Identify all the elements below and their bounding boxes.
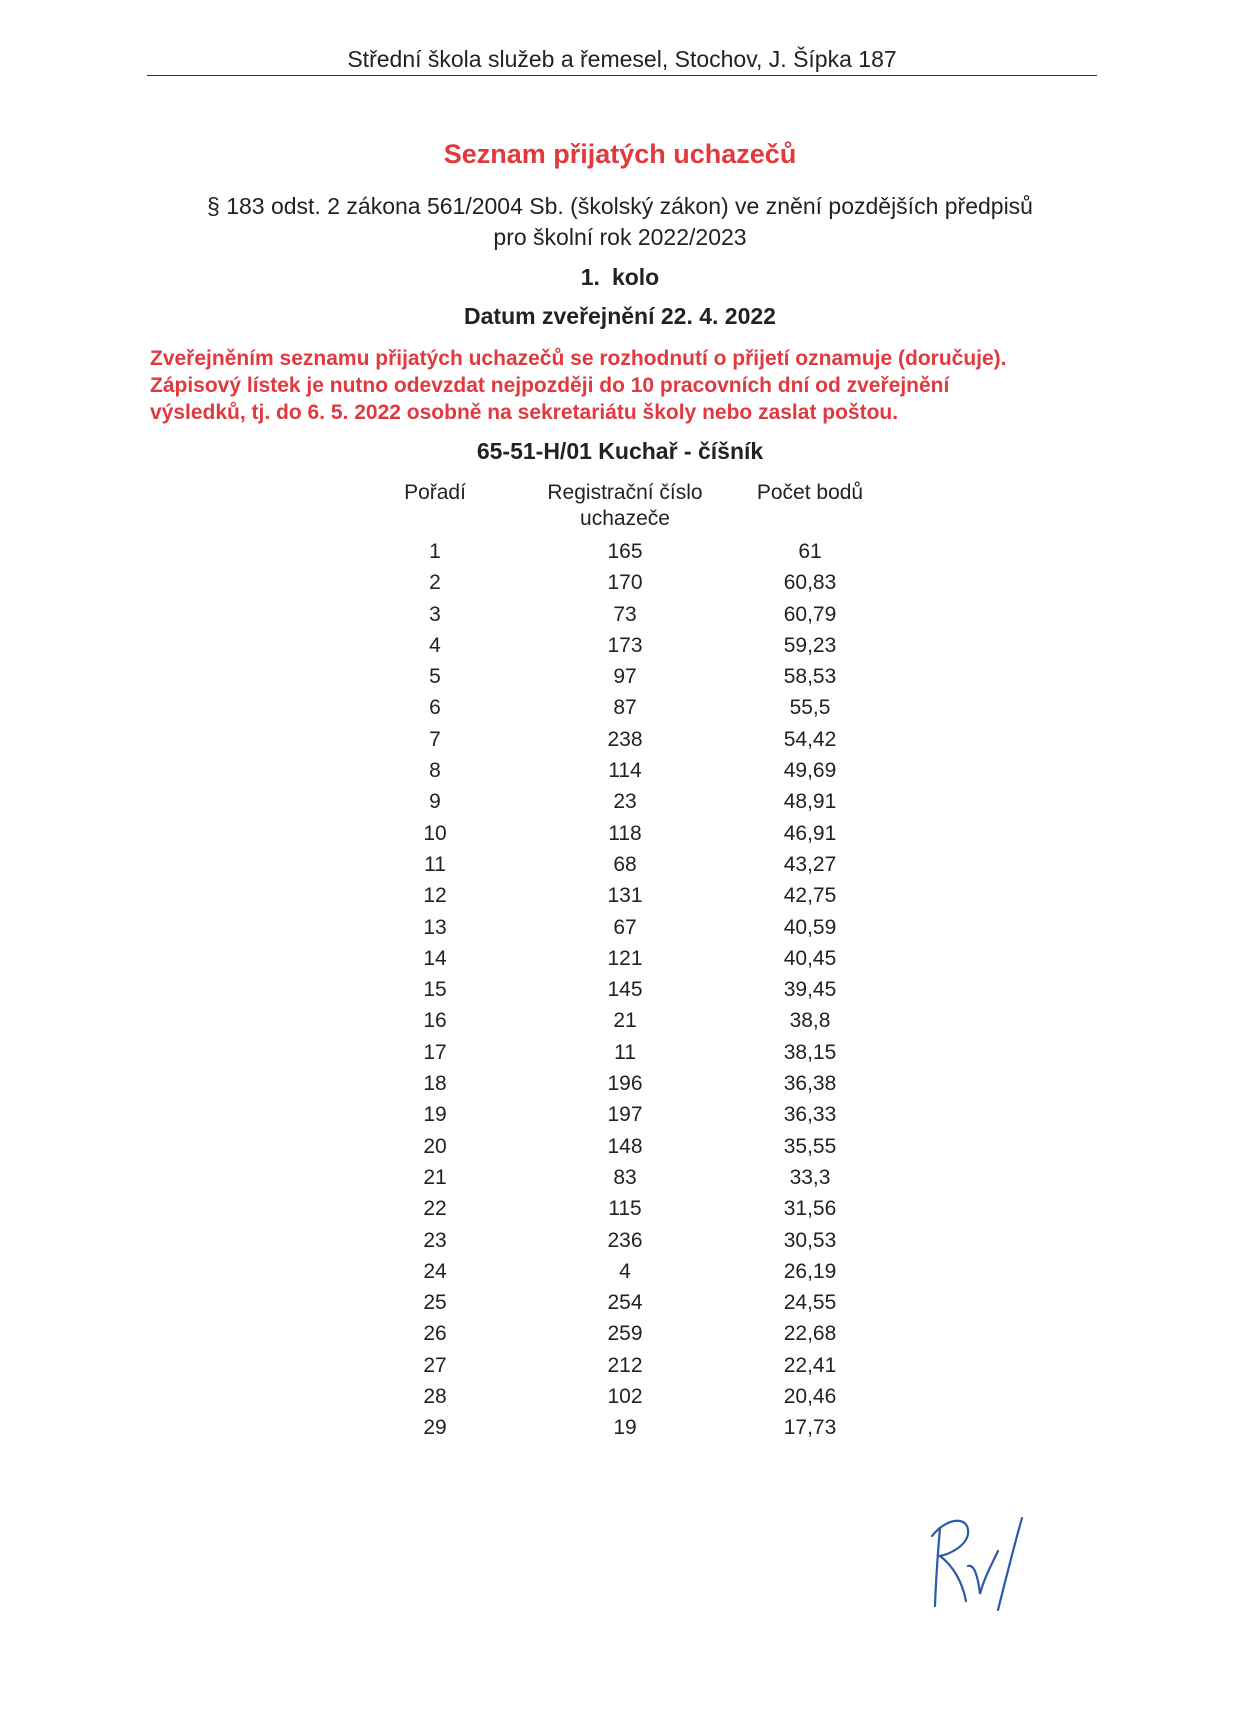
- registration-cell: 165: [607, 540, 643, 563]
- points-cell: 30,53: [783, 1228, 837, 1252]
- registration-cell: 115: [608, 1197, 642, 1221]
- rank-cell: 12: [423, 884, 447, 908]
- rank-cell: 28: [423, 1385, 447, 1409]
- rank-cell: 19: [423, 1103, 447, 1127]
- round-number: 1.: [580, 264, 600, 290]
- table-row: [0, 1162, 1240, 1193]
- table-row: [0, 630, 1240, 661]
- table-row: [0, 1287, 1240, 1318]
- table-row: [0, 974, 1240, 1005]
- points-cell: 38,8: [789, 1009, 831, 1033]
- table-row: [0, 1037, 1240, 1068]
- table-row: [0, 1099, 1240, 1130]
- registration-cell: 259: [607, 1322, 643, 1346]
- table-row: [0, 661, 1240, 692]
- points-cell: 60,79: [783, 602, 837, 626]
- document-title: Seznam přijatých uchazečů: [443, 139, 797, 169]
- handwritten-signature: [918, 1506, 1038, 1616]
- registration-cell: 83: [613, 1165, 637, 1189]
- table-header: [0, 480, 1240, 536]
- legal-reference-line: § 183 odst. 2 zákona 561/2004 Sb. (školský zákon) ve znění pozdějších předpisů: [207, 193, 1033, 219]
- registration-cell: 121: [607, 946, 643, 970]
- registration-cell: 73: [613, 602, 637, 626]
- points-cell: 20,46: [783, 1385, 837, 1409]
- table-row: [0, 599, 1240, 630]
- registration-cell: 67: [613, 915, 637, 939]
- points-cell: 55,5: [789, 696, 831, 720]
- rank-cell: 7: [429, 727, 441, 751]
- registration-cell: 102: [607, 1385, 643, 1409]
- points-cell: 42,75: [783, 884, 837, 908]
- table-row: [0, 724, 1240, 755]
- admission-notice: [150, 345, 1110, 426]
- points-cell: 35,55: [783, 1134, 837, 1158]
- registration-cell: 170: [607, 571, 643, 595]
- column-header-rank: Pořadí: [404, 481, 466, 504]
- registration-cell: 148: [607, 1134, 643, 1158]
- points-cell: 40,59: [783, 915, 837, 939]
- rank-cell: 9: [429, 790, 441, 814]
- registration-cell: 23: [613, 790, 637, 814]
- notice-line: výsledků, tj. do 6. 5. 2022 osobně na sekretariátu školy nebo zaslat poštou.: [150, 401, 899, 424]
- table-row: [0, 1225, 1240, 1256]
- round-word: kolo: [611, 264, 660, 290]
- registration-cell: 145: [607, 978, 643, 1002]
- rank-cell: 11: [424, 852, 446, 876]
- points-cell: 38,15: [783, 1040, 837, 1064]
- column-header-registration-line1: Registrační číslo: [547, 481, 703, 504]
- rank-cell: 10: [423, 821, 447, 845]
- registration-cell: 97: [613, 665, 637, 689]
- points-cell: 59,23: [783, 633, 837, 657]
- registration-cell: 212: [607, 1353, 643, 1377]
- table-row: [0, 567, 1240, 598]
- registration-cell: 68: [613, 852, 637, 876]
- points-cell: 43,27: [783, 852, 837, 876]
- registration-cell: 238: [607, 727, 643, 751]
- rank-cell: 1: [429, 540, 441, 563]
- table-body: [0, 536, 1240, 1444]
- rank-cell: 5: [429, 665, 441, 689]
- rank-cell: 6: [429, 696, 441, 720]
- points-cell: 40,45: [783, 946, 837, 970]
- rank-cell: 20: [423, 1134, 447, 1158]
- school-header: Střední škola služeb a řemesel, Stochov, J. Šípka 187: [347, 46, 897, 72]
- table-row: [0, 1068, 1240, 1099]
- points-cell: 46,91: [783, 821, 837, 845]
- points-cell: 54,42: [783, 727, 837, 751]
- table-row: [0, 1412, 1240, 1443]
- points-cell: 36,33: [783, 1103, 837, 1127]
- registration-cell: 254: [607, 1291, 643, 1315]
- rank-cell: 24: [423, 1259, 447, 1283]
- points-cell: 26,19: [783, 1259, 837, 1283]
- table-row: [0, 692, 1240, 723]
- registration-cell: 87: [613, 696, 637, 720]
- table-row: [0, 912, 1240, 943]
- registration-cell: 196: [607, 1072, 643, 1096]
- header-divider: [147, 75, 1097, 76]
- table-row: [0, 786, 1240, 817]
- school-year-line: pro školní rok 2022/2023: [493, 224, 747, 250]
- registration-cell: 118: [608, 821, 642, 845]
- registration-cell: 4: [619, 1259, 631, 1283]
- points-cell: 22,41: [783, 1353, 837, 1377]
- column-header-points: Počet bodů: [756, 481, 864, 504]
- points-cell: 31,56: [783, 1197, 837, 1221]
- table-row: [0, 1193, 1240, 1224]
- table-row: [0, 849, 1240, 880]
- table-row: [0, 1318, 1240, 1349]
- registration-cell: 11: [614, 1040, 636, 1064]
- rank-cell: 2: [429, 571, 441, 595]
- table-row: [0, 943, 1240, 974]
- table-row: [0, 1256, 1240, 1287]
- rank-cell: 26: [423, 1322, 447, 1346]
- points-cell: 24,55: [783, 1291, 837, 1315]
- publication-date: Datum zveřejnění 22. 4. 2022: [464, 303, 776, 329]
- table-row: [0, 1131, 1240, 1162]
- notice-line: Zápisový lístek je nutno odevzdat nejpozději do 10 pracovních dní od zveřejnění: [150, 374, 950, 397]
- table-row: [0, 1005, 1240, 1036]
- registration-cell: 173: [607, 633, 643, 657]
- registration-cell: 236: [607, 1228, 643, 1252]
- notice-line: Zveřejněním seznamu přijatých uchazečů se rozhodnutí o přijetí oznamuje (doručuje).: [150, 347, 1007, 370]
- points-cell: 49,69: [783, 759, 837, 783]
- rank-cell: 27: [423, 1353, 447, 1377]
- rank-cell: 13: [423, 915, 447, 939]
- points-cell: 39,45: [783, 978, 837, 1002]
- registration-cell: 131: [607, 884, 643, 908]
- rank-cell: 4: [429, 633, 441, 657]
- rank-cell: 14: [423, 946, 447, 970]
- legal-reference: [120, 191, 1120, 253]
- rank-cell: 23: [423, 1228, 447, 1252]
- rank-cell: 17: [423, 1040, 447, 1064]
- registration-cell: 19: [613, 1416, 637, 1440]
- admission-round: [0, 264, 1240, 291]
- registration-cell: 114: [608, 759, 642, 783]
- rank-cell: 25: [423, 1291, 447, 1315]
- table-row: [0, 1350, 1240, 1381]
- points-cell: 58,53: [783, 665, 837, 689]
- table-row: [0, 755, 1240, 786]
- points-cell: 33,3: [789, 1165, 831, 1189]
- table-row: [0, 818, 1240, 849]
- registration-cell: 197: [607, 1103, 643, 1127]
- table-row: [0, 536, 1240, 567]
- table-row: [0, 1381, 1240, 1412]
- points-cell: 48,91: [783, 790, 837, 814]
- points-cell: 36,38: [783, 1072, 837, 1096]
- rank-cell: 15: [423, 978, 447, 1002]
- points-cell: 22,68: [783, 1322, 837, 1346]
- registration-cell: 21: [613, 1009, 637, 1033]
- rank-cell: 21: [423, 1165, 447, 1189]
- rank-cell: 8: [429, 759, 441, 783]
- column-header-registration: [520, 480, 730, 532]
- rank-cell: 29: [423, 1416, 447, 1440]
- rank-cell: 22: [423, 1197, 447, 1221]
- rank-cell: 3: [429, 602, 441, 626]
- points-cell: 17,73: [783, 1416, 837, 1440]
- study-program: 65-51-H/01 Kuchař - číšník: [476, 438, 764, 464]
- rank-cell: 18: [423, 1072, 447, 1096]
- table-row: [0, 880, 1240, 911]
- column-header-registration-line2: uchazeče: [580, 507, 670, 530]
- rank-cell: 16: [423, 1009, 447, 1033]
- points-cell: 60,83: [783, 571, 837, 595]
- points-cell: 61: [798, 540, 822, 563]
